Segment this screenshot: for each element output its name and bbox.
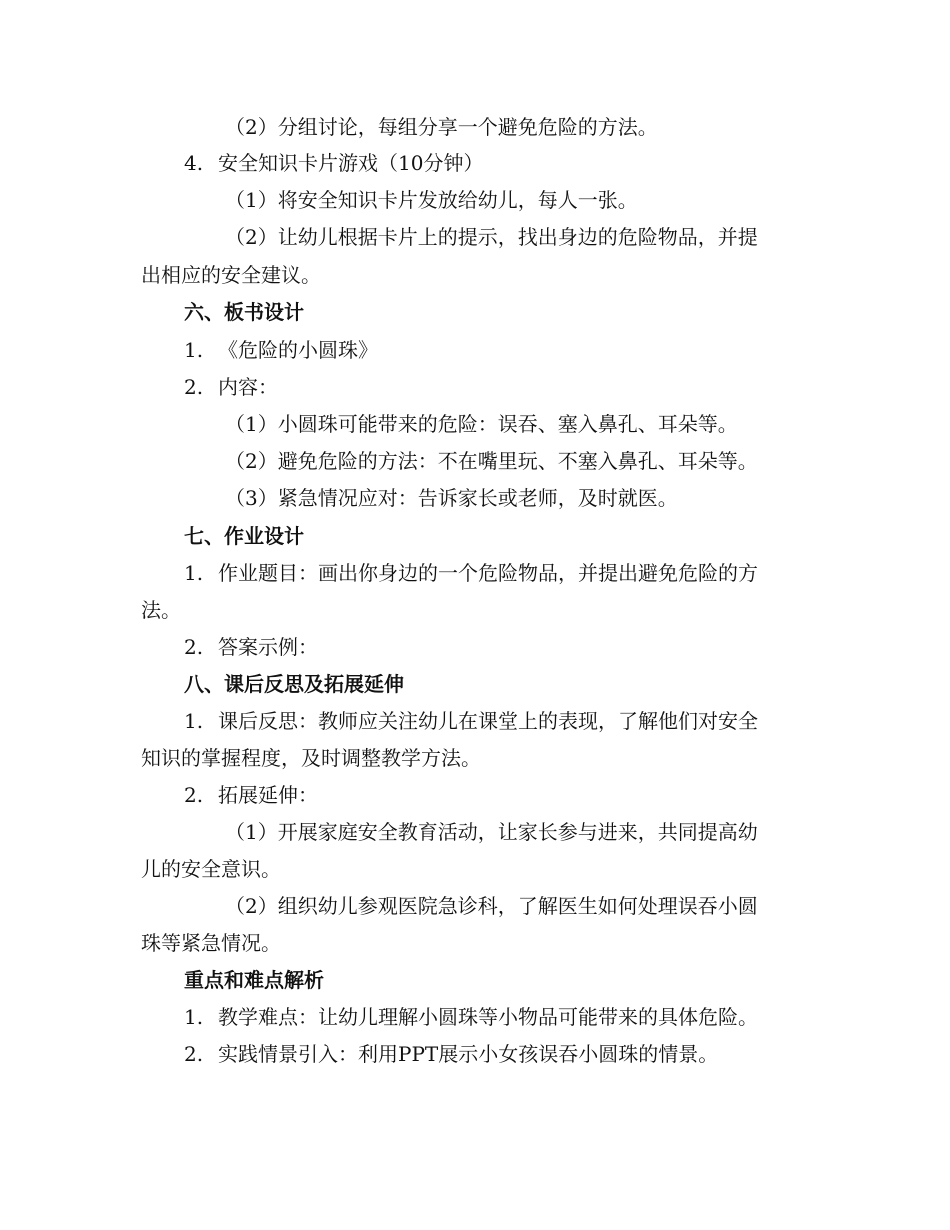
list-item-text: 《危险的小圆珠》 bbox=[218, 338, 378, 362]
list-item bbox=[184, 148, 483, 178]
paragraph-line: 珠等紧急情况。 bbox=[141, 931, 281, 955]
list-item-text: 安全知识卡片游戏（10分钟） bbox=[218, 151, 484, 175]
list-number: 2. bbox=[184, 635, 204, 659]
list-number: 4. bbox=[184, 151, 204, 175]
list-item-text: 作业题目：画出你身边的一个危险物品，并提出避免危险的方 bbox=[218, 561, 758, 585]
paragraph-line: 知识的掌握程度，及时调整教学方法。 bbox=[141, 746, 481, 770]
paragraph-line: （2）组织幼儿参观医院急诊科，了解医生如何处理误吞小圆 bbox=[225, 894, 758, 918]
section-heading: 重点和难点解析 bbox=[184, 968, 324, 992]
list-item-text: 教学难点：让幼儿理解小圆珠等小物品可能带来的具体危险。 bbox=[218, 1005, 758, 1029]
section-heading: 八、课后反思及拓展延伸 bbox=[184, 672, 404, 696]
paragraph-line: （1）将安全知识卡片发放给幼儿，每人一张。 bbox=[225, 188, 638, 212]
paragraph-line: （3）紧急情况应对：告诉家长或老师，及时就医。 bbox=[225, 486, 678, 510]
list-item-text: 答案示例： bbox=[218, 635, 318, 659]
paragraph-line: （1）开展家庭安全教育活动，让家长参与进来，共同提高幼 bbox=[225, 820, 758, 844]
list-item bbox=[184, 335, 378, 365]
list-number: 1. bbox=[184, 338, 204, 362]
list-item bbox=[184, 372, 278, 402]
list-item bbox=[184, 558, 758, 588]
list-item bbox=[184, 632, 318, 662]
paragraph-line: （2）分组讨论，每组分享一个避免危险的方法。 bbox=[225, 115, 658, 139]
list-item bbox=[184, 706, 758, 736]
list-item bbox=[184, 1002, 758, 1032]
list-item-text: 实践情景引入：利用PPT展示小女孩误吞小圆珠的情景。 bbox=[218, 1042, 719, 1066]
list-number: 1. bbox=[184, 1005, 204, 1029]
list-item bbox=[184, 780, 318, 810]
list-item bbox=[184, 1039, 718, 1069]
paragraph-line: （2）避免危险的方法：不在嘴里玩、不塞入鼻孔、耳朵等。 bbox=[225, 449, 758, 473]
list-number: 1. bbox=[184, 709, 204, 733]
list-number: 2. bbox=[184, 375, 204, 399]
list-item-text: 课后反思：教师应关注幼儿在课堂上的表现，了解他们对安全 bbox=[218, 709, 758, 733]
list-item-text: 拓展延伸： bbox=[218, 783, 318, 807]
section-heading: 七、作业设计 bbox=[184, 524, 304, 548]
list-number: 2. bbox=[184, 1042, 204, 1066]
paragraph-line: 儿的安全意识。 bbox=[141, 857, 281, 881]
section-heading: 六、板书设计 bbox=[184, 300, 304, 324]
paragraph-line: （2）让幼儿根据卡片上的提示，找出身边的危险物品，并提 bbox=[225, 225, 758, 249]
list-item-text: 内容： bbox=[218, 375, 278, 399]
list-number: 1. bbox=[184, 561, 204, 585]
paragraph-line: 出相应的安全建议。 bbox=[141, 263, 321, 287]
paragraph-line: 法。 bbox=[141, 598, 181, 622]
paragraph-line: （1）小圆珠可能带来的危险：误吞、塞入鼻孔、耳朵等。 bbox=[225, 412, 738, 436]
list-number: 2. bbox=[184, 783, 204, 807]
